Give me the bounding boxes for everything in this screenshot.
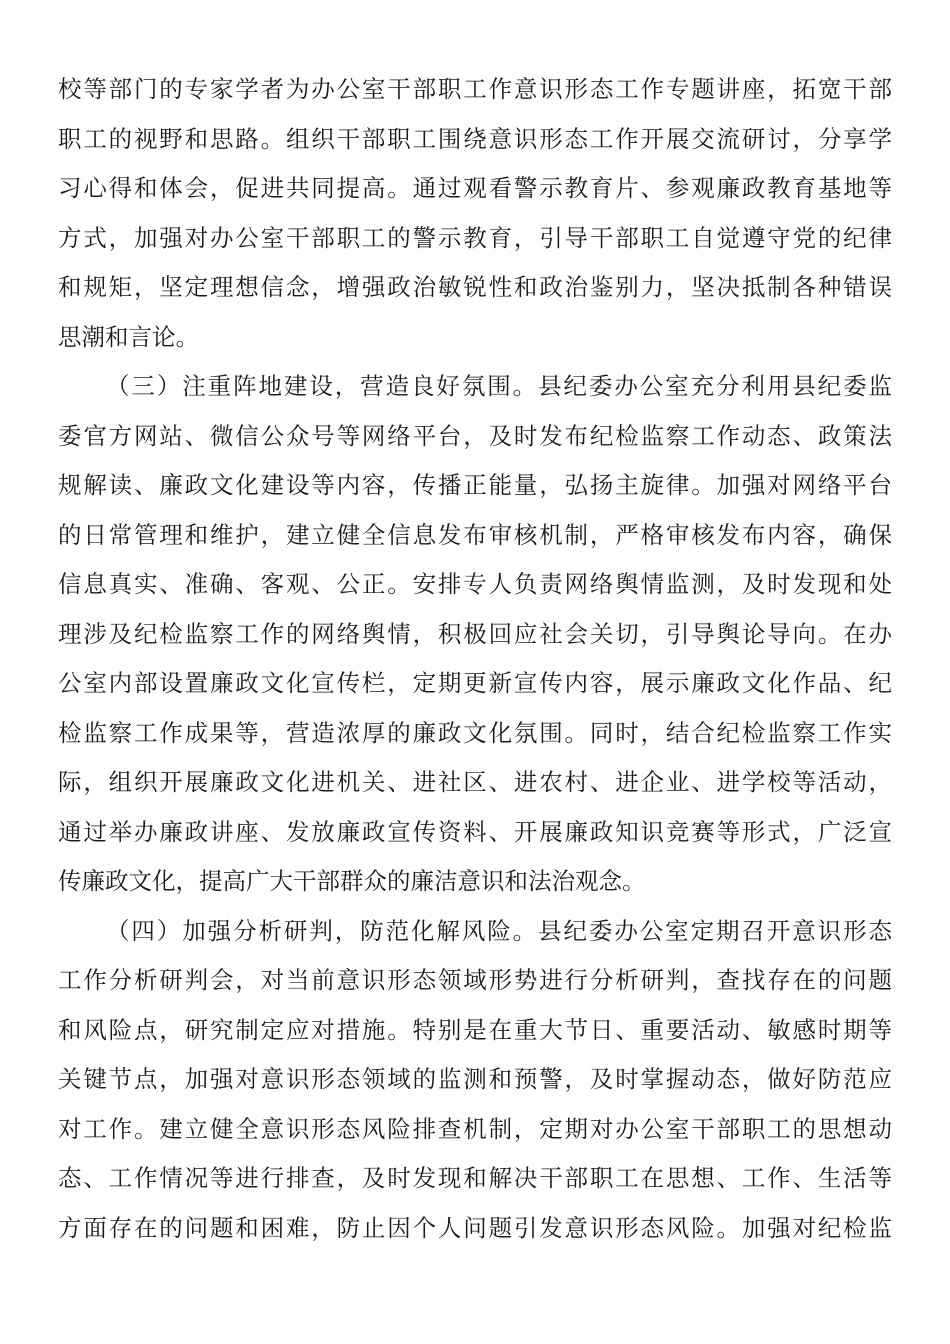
paragraph-1-line-5: 和规矩，坚定理想信念，增强政治敏锐性和政治鉴别力，坚决抵制各种错误 [58,273,892,301]
paragraph-3-line-4: 关键节点，加强对意识形态领域的监测和预警，及时掌握动态，做好防范应 [58,1065,892,1093]
paragraph-2-line-6: 理涉及纪检监察工作的网络舆情，积极回应社会关切，引导舆论导向。在办 [58,620,892,648]
paragraph-2-line-5: 信息真实、准确、客观、公正。安排专人负责网络舆情监测，及时发现和处 [58,570,892,598]
paragraph-2-line-1: （三）注重阵地建设，营造良好氛围。县纪委办公室充分利用县纪委监 [106,372,892,400]
paragraph-2-line-8: 检监察工作成果等，营造浓厚的廉政文化氛围。同时，结合纪检监察工作实 [58,719,892,747]
paragraph-3-line-6: 态、工作情况等进行排查，及时发现和解决干部职工在思想、工作、生活等 [58,1164,892,1192]
paragraph-3-line-3: 和风险点，研究制定应对措施。特别是在重大节日、重要活动、敏感时期等 [58,1016,892,1044]
paragraph-3-line-2: 工作分析研判会，对当前意识形态领域形势进行分析研判，查找存在的问题 [58,966,892,994]
paragraph-2-line-10: 通过举办廉政讲座、发放廉政宣传资料、开展廉政知识竞赛等形式，广泛宣 [58,818,892,846]
paragraph-1-line-2: 职工的视野和思路。组织干部职工围绕意识形态工作开展交流研讨，分享学 [58,125,892,153]
paragraph-2-line-7: 公室内部设置廉政文化宣传栏，定期更新宣传内容，展示廉政文化作品、纪 [58,669,892,697]
paragraph-3-line-5: 对工作。建立健全意识形态风险排查机制，定期对办公室干部职工的思想动 [58,1115,892,1143]
paragraph-2-line-11: 传廉政文化，提高广大干部群众的廉洁意识和法治观念。 [58,867,646,895]
paragraph-2-line-9: 际，组织开展廉政文化进机关、进社区、进农村、进企业、进学校等活动， [58,768,892,796]
paragraph-2-line-4: 的日常管理和维护，建立健全信息发布审核机制，严格审核发布内容，确保 [58,521,892,549]
paragraph-1-line-1: 校等部门的专家学者为办公室干部职工作意识形态工作专题讲座，拓宽干部 [58,75,892,103]
paragraph-1-line-3: 习心得和体会，促进共同提高。通过观看警示教育片、参观廉政教育基地等 [58,174,892,202]
paragraph-1-line-4: 方式，加强对办公室干部职工的警示教育，引导干部职工自觉遵守党的纪律 [58,224,892,252]
paragraph-3-line-1: （四）加强分析研判，防范化解风险。县纪委办公室定期召开意识形态 [106,917,892,945]
paragraph-1-line-6: 思潮和言论。 [58,323,199,351]
paragraph-2-line-3: 规解读、廉政文化建设等内容，传播正能量，弘扬主旋律。加强对网络平台 [58,471,892,499]
paragraph-2-line-2: 委官方网站、微信公众号等网络平台，及时发布纪检监察工作动态、政策法 [58,422,892,450]
paragraph-3-line-7: 方面存在的问题和困难，防止因个人问题引发意识形态风险。加强对纪检监 [58,1214,892,1242]
